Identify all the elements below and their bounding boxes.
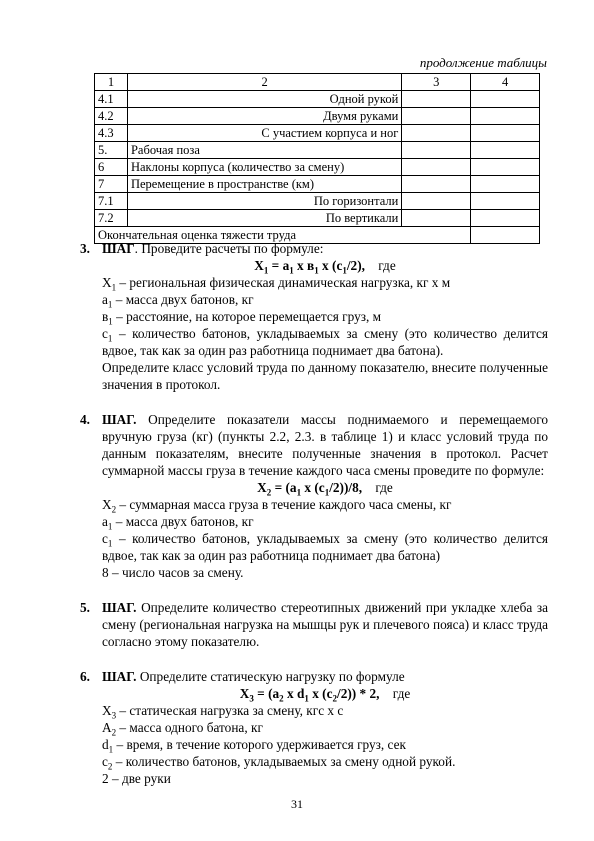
variable-subscript: 1 bbox=[108, 316, 113, 327]
formula-part: 3 bbox=[249, 693, 254, 704]
step-keyword: ШАГ bbox=[102, 241, 135, 256]
formula-part: 2 bbox=[279, 693, 284, 704]
variable-description: – количество батонов, укладываемых за смену одной рукой. bbox=[112, 754, 456, 769]
formula-part: x d bbox=[283, 686, 305, 701]
formula-expression bbox=[257, 480, 363, 498]
steps-content bbox=[80, 240, 548, 787]
variable-subscript: 1 bbox=[107, 538, 113, 549]
variable-definition bbox=[102, 753, 548, 770]
table-row bbox=[95, 125, 540, 142]
variable-symbol: 8 bbox=[102, 565, 109, 580]
variable-subscript: 2 bbox=[111, 504, 117, 515]
value-cell bbox=[402, 125, 471, 142]
formula-suffix: где bbox=[392, 686, 411, 701]
variable-symbol: X bbox=[102, 497, 112, 512]
formula-part: 1 bbox=[304, 693, 309, 704]
variable-description: – количество батонов, укладываемых за смену (это количество делится вдвое, так как за один раз работница поднимает два батона) bbox=[102, 531, 548, 563]
formula bbox=[102, 257, 548, 274]
variable-subscript: 2 bbox=[107, 761, 113, 772]
formula-part: X bbox=[254, 258, 264, 273]
row-number: 7.2 bbox=[95, 210, 128, 227]
header-cell: 4 bbox=[471, 74, 540, 91]
value-cell bbox=[402, 108, 471, 125]
formula-part: 1 bbox=[289, 265, 294, 276]
row-number: 4.3 bbox=[95, 125, 128, 142]
table-row bbox=[95, 193, 540, 210]
value-cell bbox=[471, 159, 540, 176]
formula-part: 1 bbox=[314, 265, 319, 276]
row-label: С участием корпуса и ног bbox=[127, 125, 401, 142]
formula bbox=[102, 685, 548, 702]
variable-description: – расстояние, на которое перемещается груз, м bbox=[112, 309, 382, 324]
formula-part: 1 bbox=[324, 487, 330, 498]
formula-expression bbox=[239, 686, 380, 704]
variable-subscript: 1 bbox=[107, 299, 113, 310]
variable-definition bbox=[102, 564, 548, 581]
formula-suffix: где bbox=[375, 480, 393, 495]
formula-part: = (a bbox=[271, 480, 297, 495]
formula-part: x (c bbox=[318, 258, 343, 273]
formula-part: X bbox=[257, 480, 267, 495]
step-intro-text: Определите статическую нагрузку по формуле bbox=[136, 669, 405, 684]
variable-symbol: a bbox=[102, 514, 108, 529]
variable-definition bbox=[102, 770, 548, 787]
variable-symbol: в bbox=[102, 309, 109, 324]
formula-part: = a bbox=[268, 258, 290, 273]
row-label: Перемещение в пространстве (км) bbox=[127, 176, 401, 193]
variable-description: – масса одного батона, кг bbox=[116, 720, 263, 735]
variable-symbol: A bbox=[102, 720, 112, 735]
step-intro-text: . Проведите расчеты по формуле: bbox=[134, 241, 324, 256]
variable-description: – статическая нагрузка за смену, кгс х с bbox=[116, 703, 344, 718]
header-cell: 2 bbox=[127, 74, 401, 91]
value-cell bbox=[471, 142, 540, 159]
variable-subscript: 1 bbox=[108, 744, 114, 755]
formula-part: 1 bbox=[263, 265, 269, 276]
variable-definition bbox=[102, 736, 548, 753]
assessment-table bbox=[94, 73, 540, 244]
table-row bbox=[95, 159, 540, 176]
variable-symbol: X bbox=[102, 703, 112, 718]
variable-definition bbox=[102, 530, 548, 564]
step-number: 6. bbox=[80, 669, 90, 684]
step-number: 3. bbox=[80, 241, 90, 256]
value-cell bbox=[471, 91, 540, 108]
value-cell bbox=[402, 159, 471, 176]
formula-part: 2 bbox=[266, 487, 272, 498]
formula-part: /2)) * 2, bbox=[337, 686, 380, 701]
value-cell bbox=[402, 193, 471, 210]
variable-subscript: 1 bbox=[107, 521, 113, 532]
row-number: 7 bbox=[95, 176, 128, 193]
row-number: 7.1 bbox=[95, 193, 128, 210]
row-number: 4.2 bbox=[95, 108, 128, 125]
variable-subscript: 1 bbox=[111, 282, 117, 293]
table-row bbox=[95, 210, 540, 227]
step-keyword: ШАГ. bbox=[102, 600, 137, 615]
value-cell bbox=[402, 142, 471, 159]
formula-part: 1 bbox=[342, 265, 347, 276]
variable-symbol: c bbox=[102, 326, 108, 341]
variable-description: – масса двух батонов, кг bbox=[112, 292, 254, 307]
step-number: 5. bbox=[80, 600, 90, 615]
variable-subscript: 1 bbox=[107, 333, 113, 344]
table-header-row bbox=[95, 74, 540, 91]
final-assessment-label: Окончательная оценка тяжести труда bbox=[95, 227, 471, 244]
step-intro bbox=[102, 599, 548, 650]
table-row bbox=[95, 142, 540, 159]
value-cell bbox=[471, 176, 540, 193]
value-cell bbox=[471, 210, 540, 227]
table-row bbox=[95, 108, 540, 125]
value-cell bbox=[402, 91, 471, 108]
variable-definition bbox=[102, 496, 548, 513]
variable-description: – суммарная масса груза в течение каждого часа смены, кг bbox=[116, 497, 452, 512]
formula-part: 1 bbox=[296, 487, 302, 498]
variable-symbol: 2 bbox=[102, 771, 109, 786]
variable-definition bbox=[102, 291, 548, 308]
row-label: Наклоны корпуса (количество за смену) bbox=[127, 159, 401, 176]
formula-part: x (c bbox=[301, 480, 325, 495]
variable-definition bbox=[102, 702, 548, 719]
step-intro-text: Определите показатели массы поднимаемого и перемещаемого вручную груза (кг) (пункты 2.2, 2.3. в таблице 1) и класс условий труда по данным показателям, внесите полученные значения в протокол. Расчет суммарной массы груза в течение каждого часа смены проведите по формуле: bbox=[102, 412, 548, 478]
variable-definition bbox=[102, 308, 548, 325]
step-intro bbox=[102, 411, 548, 479]
step-number: 4. bbox=[80, 412, 90, 427]
row-label: Рабочая поза bbox=[127, 142, 401, 159]
formula-part: X bbox=[239, 686, 250, 701]
formula-part: 2 bbox=[332, 693, 338, 704]
step-block bbox=[80, 240, 548, 393]
variable-subscript: 2 bbox=[111, 727, 117, 738]
variable-symbol: c bbox=[102, 754, 108, 769]
formula-part: /2))/8, bbox=[329, 480, 363, 495]
value-cell bbox=[402, 176, 471, 193]
value-cell bbox=[471, 108, 540, 125]
value-cell bbox=[402, 210, 471, 227]
variable-description: – региональная физическая динамическая нагрузка, кг х м bbox=[116, 275, 451, 290]
row-number: 6 bbox=[95, 159, 128, 176]
variable-symbol: d bbox=[102, 737, 109, 752]
variable-description: – количество батонов, укладываемых за смену (это количество делится вдвое, так как за один раз работница поднимает два батона). bbox=[102, 326, 548, 358]
variable-symbol: X bbox=[102, 275, 112, 290]
table-row bbox=[95, 91, 540, 108]
formula-part: x в bbox=[293, 258, 315, 273]
row-label: Одной рукой bbox=[127, 91, 401, 108]
row-number: 5. bbox=[95, 142, 128, 159]
variable-description: – число часов за смену. bbox=[108, 565, 244, 580]
table-row bbox=[95, 176, 540, 193]
step-closing: Определите класс условий труда по данному показателю, внесите полученные значения в протокол. bbox=[102, 360, 548, 392]
formula-part: x (c bbox=[308, 686, 333, 701]
step-intro-text: Определите количество стереотипных движений при укладке хлеба за смену (региональная нагрузка на мышцы рук и плечевого пояса) и класс труда согласно этому показателю. bbox=[102, 600, 548, 649]
variable-definition bbox=[102, 719, 548, 736]
variable-subscript: 3 bbox=[111, 710, 117, 721]
row-number: 4.1 bbox=[95, 91, 128, 108]
header-cell: 1 bbox=[95, 74, 128, 91]
step-block bbox=[80, 668, 548, 787]
step-block bbox=[80, 411, 548, 581]
step-keyword: ШАГ. bbox=[102, 669, 137, 684]
value-cell bbox=[471, 193, 540, 210]
variable-description: – две руки bbox=[108, 771, 171, 786]
variable-symbol: a bbox=[102, 292, 108, 307]
variable-symbol: c bbox=[102, 531, 108, 546]
value-cell bbox=[471, 125, 540, 142]
step-intro bbox=[102, 668, 548, 685]
row-label: По горизонтали bbox=[127, 193, 401, 210]
variable-description: – время, в течение которого удерживается груз, сек bbox=[113, 737, 406, 752]
table-caption: продолжение таблицы bbox=[419, 55, 547, 70]
formula-part: = (a bbox=[253, 686, 280, 701]
step-block bbox=[80, 599, 548, 650]
step-keyword: ШАГ. bbox=[102, 412, 137, 427]
formula-suffix: где bbox=[378, 258, 396, 273]
formula-expression bbox=[254, 258, 365, 276]
row-label: Двумя руками bbox=[127, 108, 401, 125]
page-number: 31 bbox=[291, 797, 303, 811]
variable-definition bbox=[102, 274, 548, 291]
row-label: По вертикали bbox=[127, 210, 401, 227]
formula bbox=[102, 479, 548, 496]
variable-definition bbox=[102, 325, 548, 359]
variable-description: – масса двух батонов, кг bbox=[112, 514, 254, 529]
variable-definition bbox=[102, 513, 548, 530]
header-cell: 3 bbox=[402, 74, 471, 91]
step-intro bbox=[102, 240, 548, 257]
formula-part: /2), bbox=[346, 258, 365, 273]
